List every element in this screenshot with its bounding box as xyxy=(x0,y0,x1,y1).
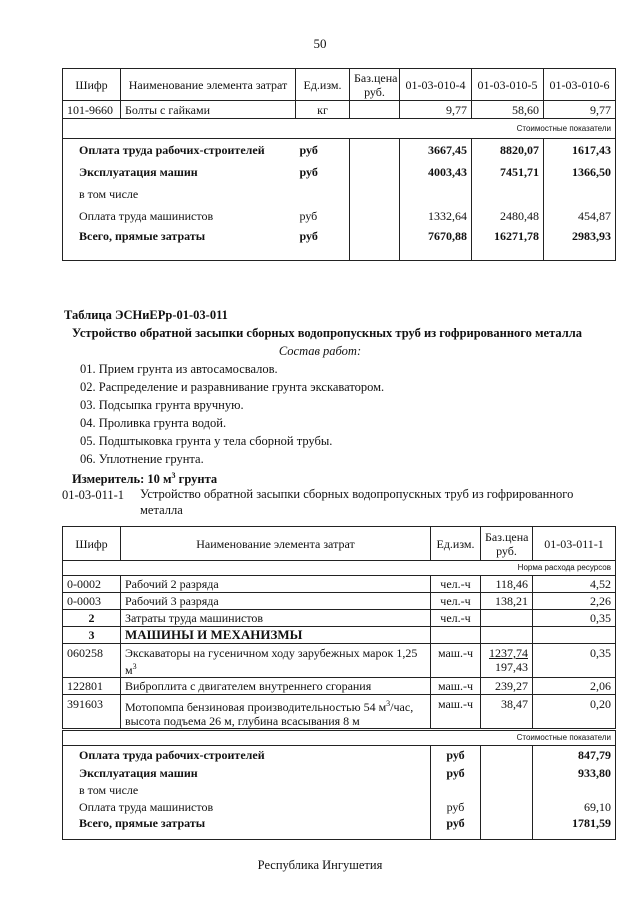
table1-section-row xyxy=(63,119,616,139)
table2-header-row xyxy=(63,527,616,561)
row-unit: маш.-ч xyxy=(431,695,481,730)
row-unit: чел.-ч xyxy=(431,576,481,593)
cost-unit: руб xyxy=(431,816,481,840)
table-row xyxy=(63,695,616,730)
table-row xyxy=(63,678,616,695)
table1-header-name: Наименование элемента затрат xyxy=(121,69,296,101)
row-code: 101-9660 xyxy=(63,101,121,119)
row-name: МАШИНЫ И МЕХАНИЗМЫ xyxy=(121,627,431,644)
cost-value: 933,80 xyxy=(533,764,616,782)
section-heading: Устройство обратной засыпки сборных водопропускных труб из гофрированного металла xyxy=(72,326,583,340)
table2-norm-row xyxy=(63,561,616,576)
row-value: 2,06 xyxy=(533,678,616,695)
cost-value: 1617,43 xyxy=(544,139,616,161)
footer-region: Республика Ингушетия xyxy=(257,858,383,872)
row-code: 391603 xyxy=(63,695,121,730)
row-value: 2,26 xyxy=(533,593,616,610)
table-row xyxy=(63,610,616,627)
norm-label: Норма расхода ресурсов xyxy=(63,561,616,576)
cost-row xyxy=(63,227,616,261)
table1-header-col1: 01-03-010-4 xyxy=(400,69,472,101)
cost-unit: руб xyxy=(296,227,350,261)
table2-header-name: Наименование элемента затрат xyxy=(121,527,431,561)
works-title: Состав работ: xyxy=(278,344,362,358)
cost-unit: руб xyxy=(431,764,481,782)
row-name: Мотопомпа бензиновая производительностью 54 $м^3$/час, высота подъема 26 м, глубина всасывания 8 м xyxy=(121,695,431,730)
cost-unit: руб xyxy=(431,746,481,764)
cost-row xyxy=(63,764,616,782)
cost-value: 1332,64 xyxy=(400,205,472,227)
cost-row xyxy=(63,798,616,816)
cost-row xyxy=(63,183,616,205)
row-value: 9,77 xyxy=(400,101,472,119)
cost-value: 2983,93 xyxy=(544,227,616,261)
cost-value: 16271,78 xyxy=(472,227,544,261)
table2-header-code: Шифр xyxy=(63,527,121,561)
row-unit: чел.-ч xyxy=(431,593,481,610)
cost-value: 7451,71 xyxy=(472,161,544,183)
row-code: 2 xyxy=(63,610,121,627)
row-base xyxy=(481,610,533,627)
cost-row xyxy=(63,782,616,798)
row-code: 122801 xyxy=(63,678,121,695)
cost-value: 2480,48 xyxy=(472,205,544,227)
work-item: 04. Проливка грунта водой. xyxy=(80,416,227,430)
table1-header-col3: 01-03-010-6 xyxy=(544,69,616,101)
table-row xyxy=(63,593,616,610)
table2-header-unit: Ед.изм. xyxy=(431,527,481,561)
cost-row xyxy=(63,161,616,183)
table-row xyxy=(63,627,616,644)
table-row xyxy=(63,644,616,678)
cost-row xyxy=(63,746,616,764)
cost-unit: руб xyxy=(296,161,350,183)
cost-name: Оплата труда машинистов xyxy=(63,798,431,816)
cost-value: 8820,07 xyxy=(472,139,544,161)
row-name: Экскаваторы на гусеничном ходу зарубежных марок 1,25 $м^3$ xyxy=(121,644,431,678)
row-name: Рабочий 2 разряда xyxy=(121,576,431,593)
cost-value: 1366,50 xyxy=(544,161,616,183)
row-base: 118,46 xyxy=(481,576,533,593)
row-base: 138,21 xyxy=(481,593,533,610)
work-item: 02. Распределение и разравнивание грунта экскаватором. xyxy=(80,380,385,394)
row-value: 0,35 xyxy=(533,644,616,678)
table1-header-unit: Ед.изм. xyxy=(296,69,350,101)
table-row xyxy=(63,576,616,593)
cost-value: 454,87 xyxy=(544,205,616,227)
section-label: Стоимостные показатели xyxy=(63,730,616,746)
cost-value: 69,10 xyxy=(533,798,616,816)
cost-name: в том числе xyxy=(63,183,296,205)
cost-row xyxy=(63,205,616,227)
row-unit: чел.-ч xyxy=(431,610,481,627)
resource-table-1 xyxy=(62,68,616,261)
table-row xyxy=(63,101,616,119)
cost-unit: руб xyxy=(431,798,481,816)
resource-table-2 xyxy=(62,526,616,840)
row-base: 38,47 xyxy=(481,695,533,730)
table1-header-code: Шифр xyxy=(63,69,121,101)
table2-header-col1: 01-03-011-1 xyxy=(533,527,616,561)
row-value: 58,60 xyxy=(472,101,544,119)
cost-name: Оплата труда рабочих-строителей xyxy=(63,139,296,161)
row-unit: маш.-ч xyxy=(431,644,481,678)
work-item: 06. Уплотнение грунта. xyxy=(80,452,204,466)
row-base: 1237,74 197,43 xyxy=(481,644,533,678)
row-name: Виброплита с двигателем внутреннего сгорания xyxy=(121,678,431,695)
row-name: Рабочий 3 разряда xyxy=(121,593,431,610)
cost-row xyxy=(63,816,616,840)
measure-unit: Измеритель: 10 $м^3$ грунта xyxy=(72,471,218,487)
item-code: 01-03-011-1 xyxy=(62,488,125,502)
cost-name: Оплата труда машинистов xyxy=(63,205,296,227)
row-value: 4,52 xyxy=(533,576,616,593)
cost-row xyxy=(63,139,616,161)
row-value: 0,35 xyxy=(533,610,616,627)
row-code: 060258 xyxy=(63,644,121,678)
row-value: 9,77 xyxy=(544,101,616,119)
cost-name: Всего, прямые затраты xyxy=(63,227,296,261)
cost-unit: руб xyxy=(296,139,350,161)
cost-value: 7670,88 xyxy=(400,227,472,261)
cost-unit: руб xyxy=(296,205,350,227)
table2-header-base: Баз.цена руб. xyxy=(481,527,533,561)
row-code: 0-0003 xyxy=(63,593,121,610)
cost-value: 847,79 xyxy=(533,746,616,764)
cost-name: Всего, прямые затраты xyxy=(63,816,431,840)
cost-name: Эксплуатация машин xyxy=(63,161,296,183)
row-unit: кг xyxy=(296,101,350,119)
table-title: Таблица ЭСНиЕРр-01-03-011 xyxy=(64,308,228,322)
row-base xyxy=(350,101,400,119)
table1-header-base: Баз.цена руб. xyxy=(350,69,400,101)
table1-header-col2: 01-03-010-5 xyxy=(472,69,544,101)
cost-value: 4003,43 xyxy=(400,161,472,183)
work-item: 05. Подштыковка грунта у тела сборной трубы. xyxy=(80,434,333,448)
table1-header-row xyxy=(63,69,616,101)
section-label: Стоимостные показатели xyxy=(63,119,616,139)
cost-name: в том числе xyxy=(63,782,431,798)
row-code: 3 xyxy=(63,627,121,644)
cost-name: Эксплуатация машин xyxy=(63,764,431,782)
row-base: 239,27 xyxy=(481,678,533,695)
row-unit: маш.-ч xyxy=(431,678,481,695)
row-name: Затраты труда машинистов xyxy=(121,610,431,627)
cost-value: 3667,45 xyxy=(400,139,472,161)
cost-value: 1781,59 xyxy=(533,816,616,840)
work-item: 03. Подсыпка грунта вручную. xyxy=(80,398,244,412)
page-number: 50 xyxy=(313,36,327,51)
item-text: Устройство обратной засыпки сборных водопропускных труб из гофрированного металла xyxy=(140,487,574,517)
table2-section-row xyxy=(63,730,616,746)
row-name: Болты с гайками xyxy=(121,101,296,119)
cost-name: Оплата труда рабочих-строителей xyxy=(63,746,431,764)
row-value: 0,20 xyxy=(533,695,616,730)
row-code: 0-0002 xyxy=(63,576,121,593)
work-item: 01. Прием грунта из автосамосвалов. xyxy=(80,362,278,376)
